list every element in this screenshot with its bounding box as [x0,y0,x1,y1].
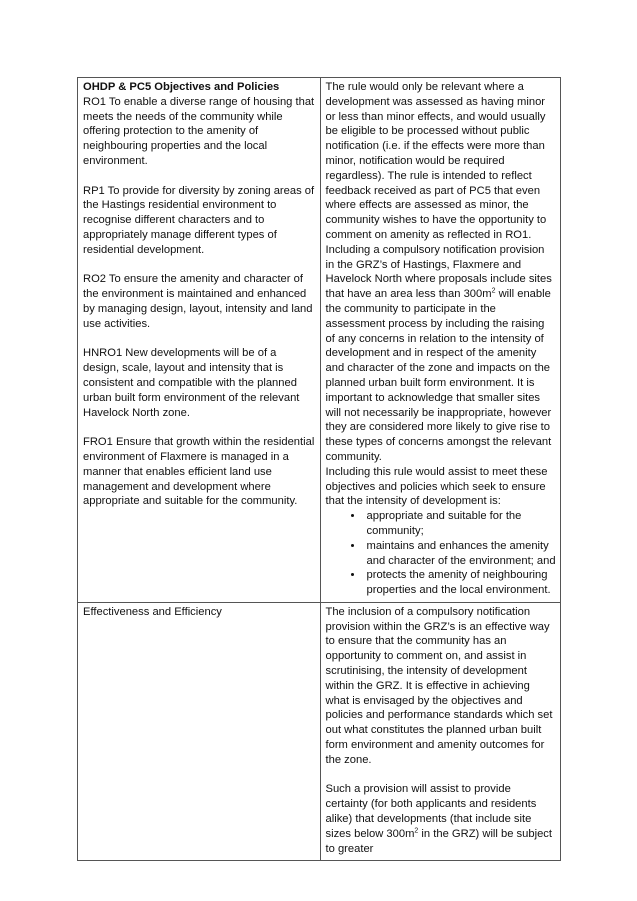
spacer [83,420,316,435]
rule-paragraph-2-start: Including a compulsory notification provision in the GRZ’s of Hastings, Flaxmere and Havelock North where proposals include sites that have an area less than 300m [325,243,552,301]
superscript: 2 [491,287,496,295]
effectiveness-cell [78,602,321,861]
objectives-heading: OHDP & PC5 Objectives and Policies [83,81,280,93]
objectives-cell [78,78,321,603]
effectiveness-heading: Effectiveness and Efficiency [83,605,222,618]
spacer [83,258,316,273]
policy-rp1: RP1 To provide for diversity by zoning areas of the Hastings residential environment to recognise different characters and to appropriately manage different types of residential development. [83,184,315,256]
effectiveness-paragraph-1: The inclusion of a compulsory notification provision within the GRZ’s is an effective way to ensure that the community has an opportunity to comment on, and assist in scrutinising, the intensity of development within the GRZ. It is effective in achieving what is envisaged by the objectives and policies and performance standards which set out what constitutes the planned urban built form environment and amenity outcomes for the zone. [325,605,553,766]
table-row [78,602,561,861]
assessment-table [77,77,561,861]
list-item: • maintains and enhances the amenity and character of the environment; and [364,539,557,569]
objective-ro1: RO1 To enable a diverse range of housing that meets the needs of the community while offering protection to the amenity of neighbouring properties and the local environment. [83,95,315,167]
objective-fro1: FRO1 Ensure that growth within the residential environment of Flaxmere is managed in a manner that enables efficient land use management and development where appropriate and suitable for the community. [83,436,315,508]
objective-ro2: RO2 To ensure the amenity and character of the environment is maintained and enhanced by managing design, layout, intensity and land use activities. [83,273,313,330]
effectiveness-paragraph-2 [326,782,557,856]
table-row [78,78,561,603]
list-item: • protects the amenity of neighbouring properties and the local environment. [364,568,557,598]
effectiveness-paragraph-2-start: Such a provision will assist to provide certainty (for both applicants and residents alike) that developments (that include site sizes below 300m [325,783,537,840]
rule-paragraph-1: The rule would only be relevant where a development was assessed as having minor or less than minor effects, and would usually be eligible to be processed without public notification (i.e. if the effects were more than minor, notification would be required regardless). The rule is intended to reflect feedback received as part of PC5 that even where effects are assessed as minor, the community wishes to have the opportunity to comment on amenity as reflected in RO1. [325,81,547,241]
rule-paragraph-3: Including this rule would assist to meet these objectives and policies which seek to ensure that the intensity of development is: [325,465,548,508]
effectiveness-discussion-cell [320,602,561,861]
rule-paragraph-2 [326,243,557,465]
intensity-bullet-list [326,509,557,598]
rule-paragraph-2-end: will enable the community to participate in the assessment process by including the raising of any concerns in relation to the intensity of development and in respect of the amenity and character of the zone and impacts on the planned urban built form environment. It is important to acknowledge that smaller sites will not necessarily be inappropriate, however they are considered more likely to give rise to these types of concerns amongst the relevant community. [325,288,552,463]
rule-discussion-cell [320,78,561,603]
spacer [326,768,557,783]
objective-hnro1: HNRO1 New developments will be of a design, scale, layout and intensity that is consistent and compatible with the planned urban built form environment of the relevant Havelock North zone. [83,347,300,419]
superscript: 2 [414,827,419,835]
spacer [83,332,316,347]
list-item: • appropriate and suitable for the community; [364,509,557,539]
effectiveness-paragraph-2-end: in the GRZ) will be subject to greater [325,827,553,855]
spacer [83,169,316,184]
